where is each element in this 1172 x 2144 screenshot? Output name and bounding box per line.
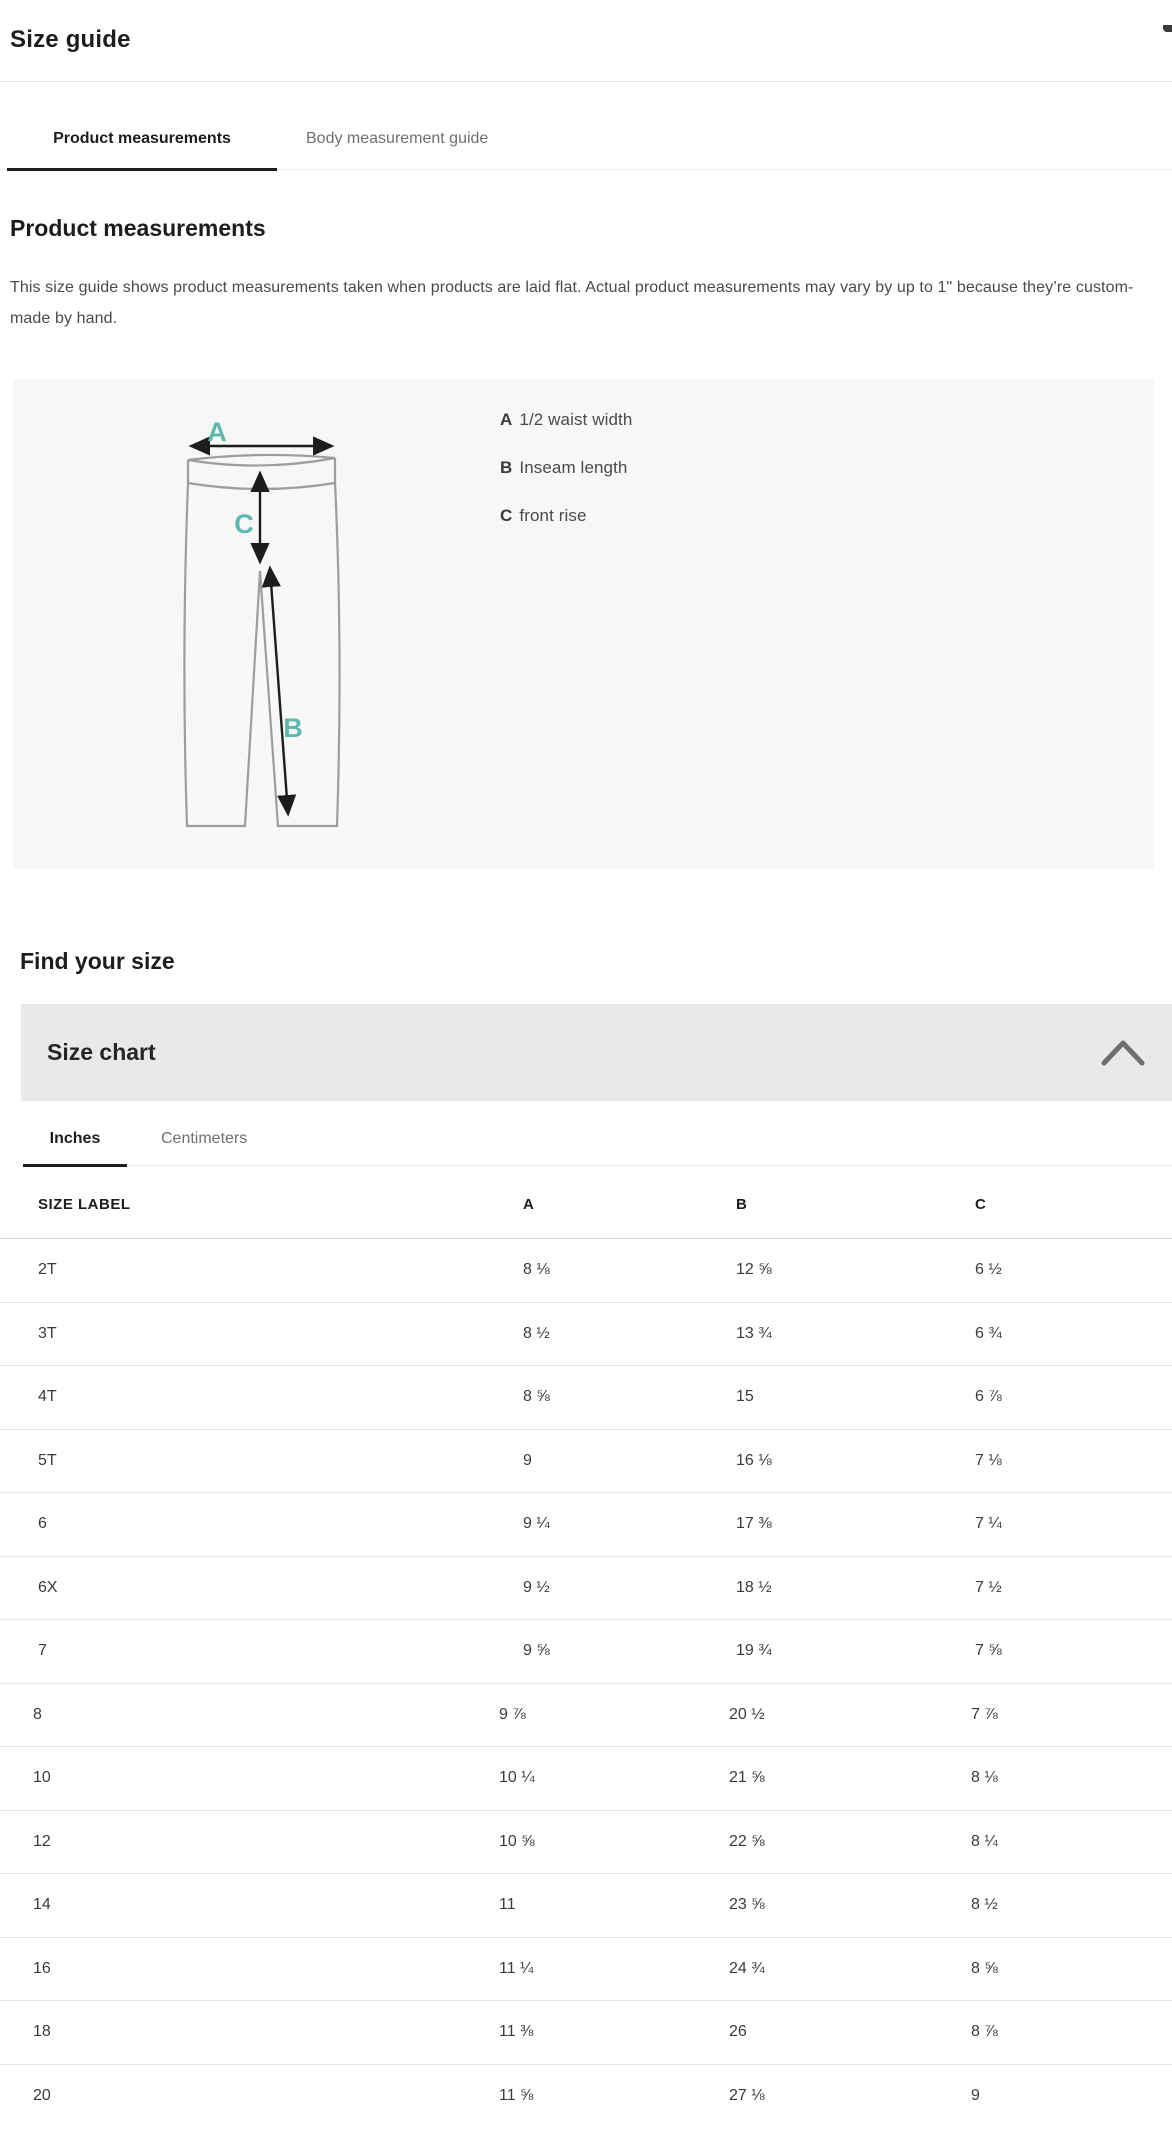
cell-a: 9 ¼	[523, 1515, 550, 1533]
cell-size-label: 7	[38, 1642, 47, 1660]
cell-b: 18 ½	[736, 1578, 772, 1596]
table-header	[0, 1166, 1172, 1239]
tab-centimeters[interactable]: Centimeters	[161, 1130, 248, 1147]
legend-key-c: C	[500, 506, 513, 525]
size-guide-panel	[0, 25, 1172, 2144]
cell-size-label: 5T	[38, 1451, 57, 1469]
legend-label-c: front rise	[519, 506, 587, 525]
table-row	[0, 1303, 1172, 1367]
arrow-b	[270, 569, 288, 813]
table-row	[0, 2065, 1172, 2129]
cell-a: 11 ⅝	[499, 2087, 534, 2105]
legend-item-c	[500, 505, 632, 527]
cell-a: 11	[499, 1896, 516, 1914]
size-table	[0, 1166, 1172, 2128]
main-tabs	[0, 129, 1172, 170]
page-title: Size guide	[10, 26, 131, 53]
cell-a: 9 ½	[523, 1578, 550, 1596]
tab-inches[interactable]: Inches	[23, 1129, 127, 1167]
legend-key-b: B	[500, 458, 513, 477]
table-row	[0, 1747, 1172, 1811]
legend-item-a	[500, 409, 632, 431]
table-row	[0, 1874, 1172, 1938]
size-chart-accordion[interactable]	[21, 1004, 1172, 1101]
cell-b: 24 ¾	[729, 1959, 765, 1977]
table-row	[0, 1493, 1172, 1557]
table-row	[0, 1620, 1172, 1684]
cell-size-label: 6	[38, 1515, 47, 1533]
cell-c: 8 ¼	[971, 1832, 998, 1850]
column-header-c: C	[975, 1196, 987, 1213]
cell-c: 7 ⅞	[971, 1705, 998, 1723]
cell-c: 9	[971, 2087, 980, 2105]
cell-size-label: 12	[33, 1832, 51, 1850]
cell-c: 6 ¾	[975, 1324, 1002, 1342]
measurement-diagram	[13, 379, 1154, 869]
table-row	[0, 1366, 1172, 1430]
pants-illustration	[103, 407, 463, 877]
cell-c: 7 ⅝	[975, 1642, 1002, 1660]
cell-a: 8 ⅝	[523, 1388, 550, 1406]
cell-a: 11 ¼	[499, 1959, 534, 1977]
cell-size-label: 4T	[38, 1388, 57, 1406]
cell-b: 27 ⅛	[729, 2087, 765, 2105]
column-header-b: B	[736, 1196, 748, 1213]
chevron-up-icon[interactable]	[1101, 1039, 1145, 1066]
cell-c: 8 ⅛	[971, 1769, 998, 1787]
cell-a: 8 ½	[523, 1324, 550, 1342]
find-your-size-heading: Find your size	[20, 948, 175, 974]
cell-a: 10 ¼	[499, 1769, 535, 1787]
legend-item-b	[500, 457, 632, 479]
column-header-a: A	[523, 1196, 535, 1213]
cell-b: 21 ⅝	[729, 1769, 765, 1787]
cell-b: 16 ⅛	[736, 1451, 772, 1469]
cell-a: 9 ⅞	[499, 1705, 526, 1723]
cell-c: 6 ½	[975, 1261, 1002, 1279]
tab-product-measurements[interactable]: Product measurements	[7, 129, 277, 171]
cell-c: 8 ½	[971, 1896, 998, 1914]
section-description: This size guide shows product measurements taken when products are laid flat. Actual product measurements may vary by up to 1" because they’re custom-made by hand.	[10, 279, 1134, 327]
cell-size-label: 2T	[38, 1261, 57, 1279]
cell-size-label: 8	[33, 1705, 42, 1723]
cell-c: 8 ⅝	[971, 1959, 998, 1977]
table-row	[0, 1938, 1172, 2002]
cell-b: 15	[736, 1388, 754, 1406]
size-chart-title: Size chart	[47, 1039, 156, 1065]
cell-a: 9	[523, 1451, 532, 1469]
cell-size-label: 3T	[38, 1324, 57, 1342]
cell-a: 9 ⅝	[523, 1642, 550, 1660]
cell-b: 13 ¾	[736, 1324, 772, 1342]
measurement-arrows	[192, 446, 331, 813]
legend-label-a: 1/2 waist width	[519, 410, 633, 429]
section-heading: Product measurements	[10, 215, 266, 241]
cell-b: 20 ½	[729, 1705, 765, 1723]
header-divider	[0, 81, 1172, 82]
cell-c: 8 ⅞	[971, 2023, 998, 2041]
table-row	[0, 1811, 1172, 1875]
diagram-label-b: B	[283, 713, 303, 743]
cell-b: 22 ⅝	[729, 1832, 765, 1850]
diagram-legend	[500, 409, 632, 553]
pants-outline	[184, 455, 339, 826]
diagram-label-a: A	[207, 417, 227, 447]
tab-body-measurement-guide[interactable]: Body measurement guide	[306, 130, 489, 147]
cell-size-label: 18	[33, 2023, 51, 2041]
cell-b: 17 ⅜	[736, 1515, 772, 1533]
cell-size-label: 16	[33, 1959, 51, 1977]
cell-c: 7 ½	[975, 1578, 1002, 1596]
cell-c: 7 ¼	[975, 1515, 1002, 1533]
legend-label-b: Inseam length	[519, 458, 628, 477]
table-row	[0, 1557, 1172, 1621]
diagram-label-c: C	[234, 509, 254, 539]
column-header-size-label: SIZE LABEL	[38, 1196, 131, 1213]
table-row	[0, 1684, 1172, 1748]
cell-size-label: 20	[33, 2087, 51, 2105]
cell-c: 6 ⅞	[975, 1388, 1002, 1406]
cell-c: 7 ⅛	[975, 1451, 1002, 1469]
cell-a: 8 ⅛	[523, 1261, 550, 1279]
cell-size-label: 6X	[38, 1578, 58, 1596]
cell-a: 11 ⅜	[499, 2023, 534, 2041]
cell-size-label: 14	[33, 1896, 51, 1914]
cell-b: 26	[729, 2023, 747, 2041]
legend-key-a: A	[500, 410, 513, 429]
cell-size-label: 10	[33, 1769, 51, 1787]
cell-b: 19 ¾	[736, 1642, 772, 1660]
cell-a: 10 ⅝	[499, 1832, 535, 1850]
close-icon[interactable]	[1163, 25, 1172, 32]
table-row	[0, 2001, 1172, 2065]
table-row	[0, 1430, 1172, 1494]
table-row	[0, 1239, 1172, 1303]
cell-b: 12 ⅝	[736, 1261, 772, 1279]
cell-b: 23 ⅝	[729, 1896, 765, 1914]
unit-tabs	[23, 1101, 1172, 1166]
